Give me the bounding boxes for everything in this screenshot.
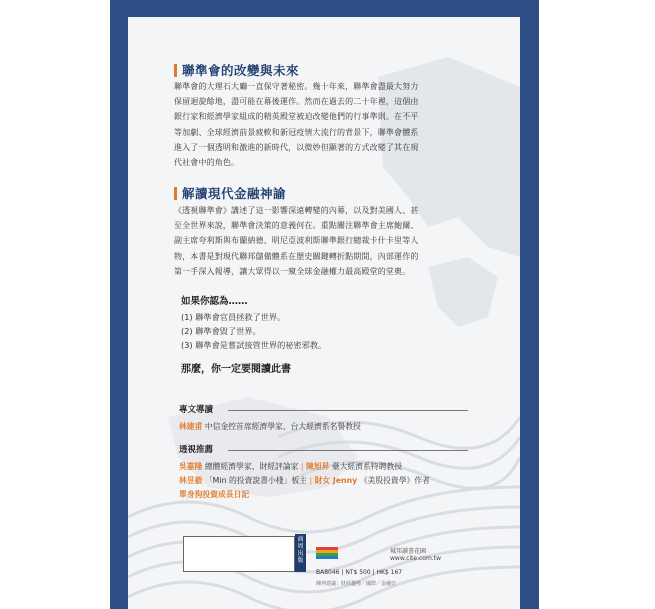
paragraph-line: 聯準會的大理石大廳一直保守著秘密。幾十年來，聯準會盡最大努力 [174,82,419,91]
category-line: 陳列建議：財經趨勢／國際／金融史 [316,581,397,587]
heading-accent-bar [174,187,177,200]
recommender-name: 吳嘉隆 [179,462,203,471]
section-paragraph-financial-oracle [174,203,484,279]
recommender-name: 林昱毅 [179,476,203,485]
paragraph-line: 副主席夸利斯與布蘭納德、明尼亞波利斯聯準銀行總裁卡什卡里等人 [174,236,419,246]
publisher-spine-logo: 商周出版 [295,534,306,572]
paragraph-line: 銀行家和經濟學家組成的精英殿堂被迫改變他們的行事準則。在不平 [174,112,419,122]
guide-name: 林建甫 [179,422,203,431]
recommend-line [179,489,249,500]
section-heading-fed-change [174,61,299,79]
section-paragraph-fed-change [174,79,484,170]
guide-section-title: 專文導讀 [179,405,214,415]
separator: | [300,462,304,471]
cite-url: www.cite.com.tw [390,555,441,562]
belief-item: (1) 聯準會官員拯救了世界。 [181,312,286,322]
separator: | [309,476,313,485]
publisher-rainbow-logo [316,547,338,561]
belief-item: (2) 聯準會毀了世界。 [181,326,261,336]
recommender-desc: 總體經濟學家、財經評論家 [204,462,299,471]
paragraph-line: 第一手深入報導，讓大眾得以一窺全球金融權力最高殿堂的堂奧。 [174,266,411,276]
paragraph-line: 代社會中的角色。 [174,158,240,168]
recommender-name: 陳旭昇 [306,462,330,471]
recommender-desc: 「Min 的投資說書小棧」板主 [204,476,307,485]
paragraph-line: 等加劇、全球經濟前景疲軟和新冠疫情大流行的背景下，聯準會體系 [174,127,419,137]
section-heading-text: 解讀現代金融神諭 [182,186,287,201]
recommend-line [179,475,430,486]
paragraph-line: 物，本書是對現代聯邦儲備體系在歷史關鍵轉折點期間，內部運作的 [174,251,419,261]
paragraph-line: 保留迴旋餘地，盡可能在幕後運作。然而在過去的二十年裡，這個由 [174,97,419,107]
paragraph-line: 《透視聯準會》講述了這一影響深遠轉變的內幕，以及對美國人、甚 [174,206,419,215]
belief-item: (3) 聯準會是嘗試接管世界的祕密邪教。 [181,340,327,350]
recommender-name: 財女 Jenny [314,476,358,485]
if-you-think-title: 如果你認為…… [181,296,248,307]
price-line: BA8046 | NT$ 500 | HK$ 167 [316,569,403,576]
barcode-box [183,536,295,572]
cite-name: 城邦讀書花園 [390,548,427,555]
heading-accent-bar [174,64,177,77]
guide-line [179,421,361,432]
cite-reading-garden [390,548,441,562]
recommender-desc: 臺大經濟系特聘教授 [331,462,403,471]
paragraph-line: 至全世界來說，聯準會決策的意義何在。重點關注聯準會主席鮑爾、 [174,221,419,231]
section-heading-financial-oracle [174,184,286,202]
must-read-line: 那麼，你一定要閱讀此書 [181,364,291,375]
recommend-section-title: 透視推薦 [179,445,214,455]
cover-inner-panel [128,17,520,609]
section-heading-text: 聯準會的改變與未來 [182,63,300,78]
recommender-name: 單身狗投資成長日記 [179,490,250,499]
guide-divider [228,410,468,411]
guide-desc: 中信金控首席經濟學家、台大經濟系名譽教授 [204,422,361,431]
paragraph-line: 進入了一個透明和激進的新時代，以微妙但顯著的方式改變了其在現 [174,142,419,152]
recommender-desc: 《美股投資學》作者 [359,476,430,485]
recommend-divider [228,450,468,451]
recommend-line [179,461,402,472]
